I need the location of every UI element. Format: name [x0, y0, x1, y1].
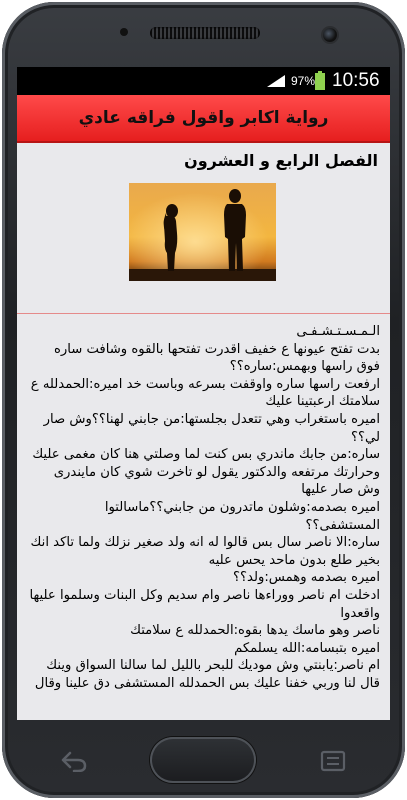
story-line: اميره بصدمه وهمس:ولد؟؟ [233, 570, 380, 586]
clock: 10:56 [332, 70, 380, 91]
battery-icon [314, 67, 326, 95]
story-line: الـمـسـتـشـفـى [296, 324, 380, 339]
story-line: ادخلت ام ناصر ووراءها ناصر وام سديم وكل البنات وسلموا عليها [29, 587, 380, 603]
app-bar [17, 95, 390, 143]
story-line: بدت تفتح عيونها ع خفيف اقدرت تفتحها بالقوه وشافت ساره [53, 341, 380, 357]
menu-icon[interactable] [320, 750, 346, 776]
story-line: ساره:من جابك ماندري بس كنت لما وصلتي هنا كان مغمى عليك [32, 447, 380, 463]
story-line: اميره باستغراب وهي تتعدل بجلستها:من جابني لهنا؟؟وش صار [43, 411, 380, 427]
phone-screen [17, 67, 390, 720]
story-line: فوق راسها وبهمس:ساره؟؟ [229, 359, 380, 375]
hardware-nav-bar [0, 724, 407, 800]
story-line: المستشفى؟؟ [305, 517, 380, 533]
story-line: اميره بتبسامه:الله يسلمكم [234, 640, 380, 656]
story-line: وحرارتك مرتفعه والدكتور يقول لو تاخرت شوي كان مايندرى [53, 464, 380, 480]
couple-silhouette-sunset-image [129, 183, 276, 281]
home-button[interactable] [150, 737, 256, 783]
proximity-sensor [120, 28, 128, 36]
story-line: قال لنا وربي خفنا عليك بس الحمدلله المستشفى دق علينا وقال [34, 675, 380, 691]
front-camera [323, 28, 337, 42]
story-line: وش صار عليها [301, 482, 380, 498]
app-title: رواية اكابر واقول فراقه عادي [78, 108, 329, 128]
story-text [20, 323, 380, 692]
signal-icon [265, 67, 287, 95]
story-line: ناصر وهو ماسك يدها بقوه:الحمدلله ع سلامتك [130, 623, 380, 639]
story-line: واقعدوا [340, 605, 380, 621]
chapter-content[interactable] [17, 143, 390, 720]
story-line: بخير طلع بدون ماحد يحس عليه [208, 552, 380, 568]
status-bar [17, 67, 390, 95]
chapter-title: الفصل الرابع و العشرون [184, 151, 378, 170]
story-line: سلامتك ارعبتينا عليك [265, 394, 380, 410]
earpiece-speaker [150, 27, 260, 39]
story-line: ام ناصر:يابنتي وش موديك للبحر بالليل لما سالنا السواق وينك [46, 658, 380, 674]
story-line: اميره بصدمه:وشلون ماتدرون من جابني؟؟ماسالتوا [104, 499, 380, 515]
story-line: ارفعت راسها ساره واوقفت بسرعه وباست خد اميره:الحمدلله ع [30, 376, 380, 392]
story-line: لي؟؟ [350, 429, 380, 445]
content-divider [17, 313, 390, 314]
battery-percent: 97% [291, 74, 316, 88]
story-line: ساره:الا ناصر سال بس قالوا له انه ولد صغير نزلك ولما تاكد انك [30, 535, 380, 551]
back-icon[interactable] [60, 750, 88, 776]
